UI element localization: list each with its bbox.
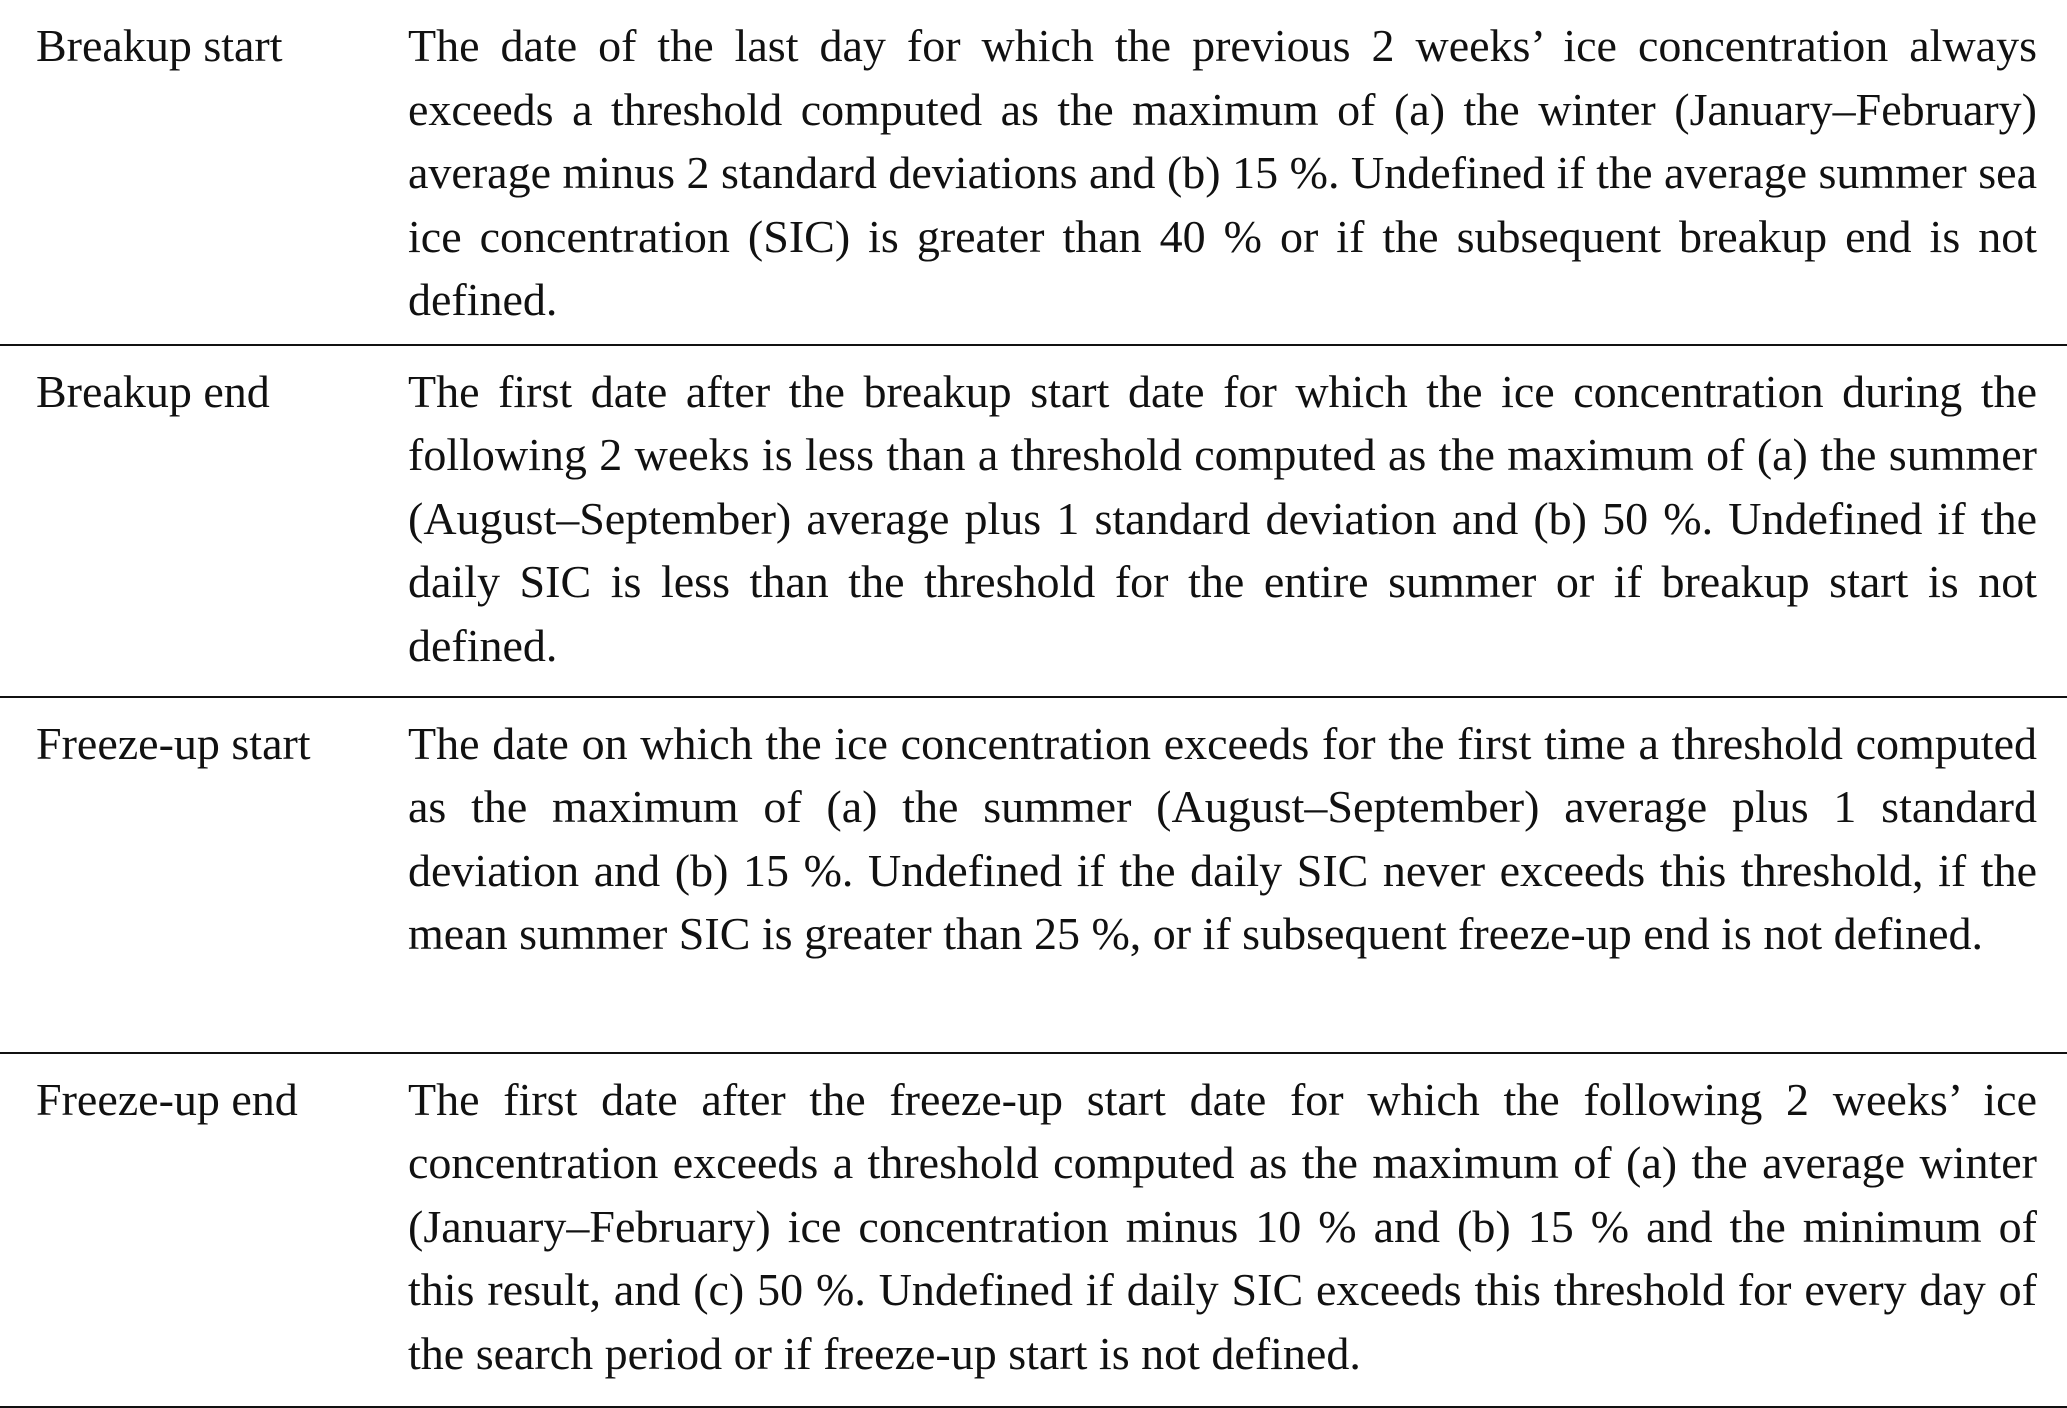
term-breakup-start: Breakup start bbox=[36, 20, 283, 71]
definition-breakup-end: The first date after the breakup start date for which the ice concentration during the following 2 weeks is less than a threshold computed as the maximum of (a) the summer (August–September) average plus 1 standard deviation and (b) 50 %. Undefined if the daily SIC is less than the threshold for the entire summer or if breakup start is not defined. bbox=[408, 365, 2037, 671]
definition-freeze-up-end: The first date after the freeze-up start date for which the following 2 weeks’ ice concentration exceeds a threshold computed as the maximum of (a) the average winter (January–February) ice concentration minus 10 % and (b) 15 % and the minimum of this result, and (c) 50 %. Undefined if daily SIC exceeds this threshold for every day of the search period or if freeze-up start is not defined. bbox=[408, 1073, 2037, 1379]
term-freeze-up-start: Freeze-up start bbox=[36, 717, 311, 769]
table-row-freeze-up-end bbox=[0, 1053, 2067, 1407]
definition-freeze-up-start: The date on which the ice concentration exceeds for the first time a threshold computed as the maximum of (a) the summer (August–September) average plus 1 standard deviation and (b) 15 %. Undefined if the daily SIC never exceeds this threshold, if the mean summer SIC is greater than 25 %, or if subsequent freeze-up end is not defined. bbox=[408, 717, 2037, 959]
table-row-breakup-start bbox=[0, 0, 2067, 345]
definition-breakup-start: The date of the last day for which the previous 2 weeks’ ice concentration always exceeds a threshold computed as the maximum of (a) the winter (January–February) average minus 2 standard deviations and (b) 15 %. Undefined if the average summer sea ice concentration (SIC) is greater than 40 % or if the subsequent breakup end is not defined. bbox=[408, 20, 2037, 325]
table-row-breakup-end bbox=[0, 345, 2067, 697]
term-breakup-end: Breakup end bbox=[36, 365, 270, 417]
term-freeze-up-end: Freeze-up end bbox=[36, 1073, 298, 1125]
table-row-freeze-up-start bbox=[0, 697, 2067, 1053]
